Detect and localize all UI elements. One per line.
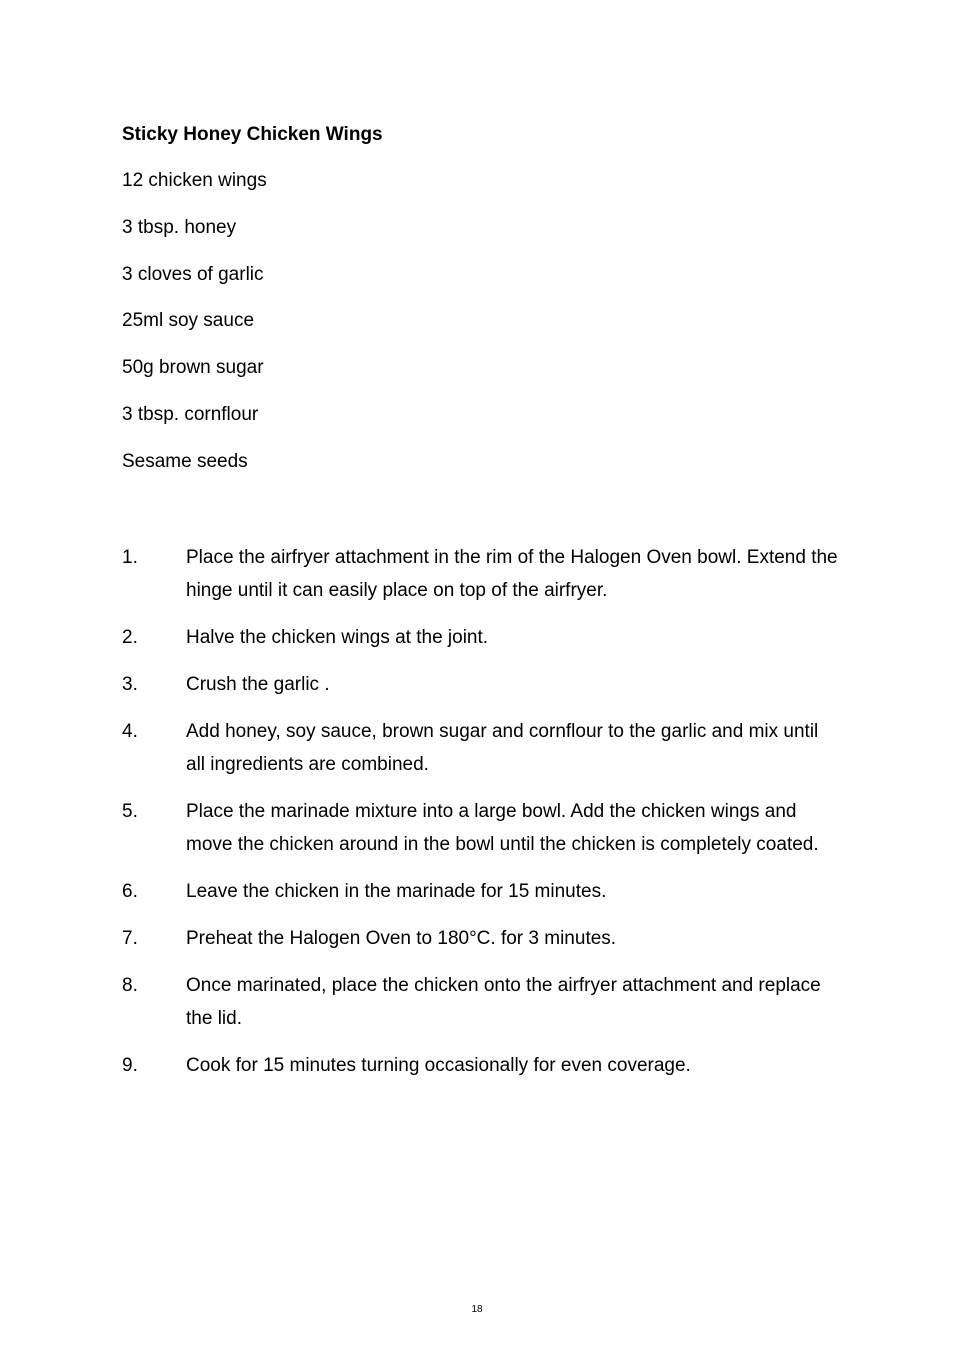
- step-item: [122, 875, 842, 908]
- ingredient-item: 3 tbsp. honey: [122, 216, 237, 238]
- step-text: Place the marinade mixture into a large bowl. Add the chicken wings and move the chicken around in the bowl until the chicken is completely coated.: [186, 801, 819, 855]
- ingredient-item: Sesame seeds: [122, 450, 248, 472]
- ingredient-item: 50g brown sugar: [122, 357, 264, 379]
- step-number: 2.: [122, 627, 138, 648]
- step-item: [122, 621, 842, 654]
- step-text: Crush the garlic .: [186, 674, 330, 695]
- step-text: Once marinated, place the chicken onto the airfryer attachment and replace the lid.: [186, 975, 821, 1029]
- step-text: Preheat the Halogen Oven to 180°C. for 3 minutes.: [186, 928, 617, 949]
- step-text: Leave the chicken in the marinade for 15 minutes.: [186, 881, 607, 902]
- step-item: [122, 668, 842, 701]
- method-steps: [122, 541, 842, 1096]
- step-item: [122, 795, 842, 861]
- step-text: Cook for 15 minutes turning occasionally for even coverage.: [186, 1055, 691, 1076]
- step-item: [122, 541, 842, 607]
- ingredient-item: 12 chicken wings: [122, 170, 267, 191]
- step-text: Halve the chicken wings at the joint.: [186, 627, 489, 648]
- page-number: 18: [471, 1304, 483, 1315]
- recipe-title: Sticky Honey Chicken Wings: [122, 124, 383, 145]
- step-number: 1.: [122, 547, 138, 568]
- step-text: Place the airfryer attachment in the rim of the Halogen Oven bowl. Extend the hinge until it can easily place on top of the airfryer.: [186, 547, 838, 601]
- step-number: 7.: [122, 928, 138, 949]
- step-text: Add honey, soy sauce, brown sugar and cornflour to the garlic and mix until all ingredients are combined.: [186, 721, 819, 775]
- step-item: [122, 715, 842, 781]
- step-number: 9.: [122, 1055, 138, 1076]
- step-item: [122, 969, 842, 1035]
- ingredient-item: 25ml soy sauce: [122, 310, 255, 332]
- step-number: 4.: [122, 721, 138, 742]
- step-number: 8.: [122, 975, 138, 996]
- step-item: [122, 922, 842, 955]
- step-number: 3.: [122, 674, 138, 695]
- step-number: 5.: [122, 801, 138, 822]
- step-number: 6.: [122, 881, 138, 902]
- ingredient-item: 3 tbsp. cornflour: [122, 403, 259, 425]
- step-item: [122, 1049, 842, 1082]
- ingredient-list: [122, 168, 267, 496]
- ingredient-item: 3 cloves of garlic: [122, 263, 264, 285]
